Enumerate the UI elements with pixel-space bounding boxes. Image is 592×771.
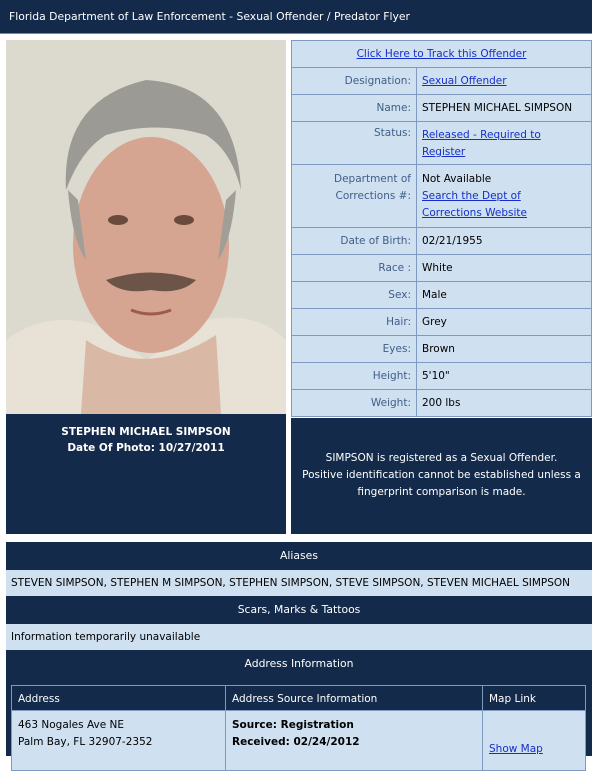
address-cell — [12, 711, 226, 770]
identification-notice — [291, 418, 592, 534]
eyes-label: Eyes: — [291, 336, 417, 362]
address-table-header — [11, 685, 586, 711]
address-heading: Address Information — [244, 657, 354, 670]
source-cell — [226, 711, 483, 770]
aliases-heading: Aliases — [280, 549, 318, 562]
designation-link[interactable]: Sexual Offender — [422, 75, 507, 87]
page-title: Florida Department of Law Enforcement - Sexual Offender / Predator Flyer — [9, 10, 410, 23]
address-source: Source: Registration — [232, 719, 354, 731]
col-map: Map Link — [489, 693, 536, 705]
race-row — [291, 255, 592, 282]
offender-info-table — [291, 40, 592, 417]
weight-row — [291, 390, 592, 417]
aliases-text: STEVEN SIMPSON, STEPHEN M SIMPSON, STEPHEN SIMPSON, STEVE SIMPSON, STEVEN MICHAEL SIMPSON — [6, 570, 592, 596]
height-value: 5'10" — [417, 363, 592, 389]
doc-search-link[interactable] — [422, 188, 586, 222]
photo-caption — [6, 414, 286, 534]
doc-label-line1: Department of — [334, 173, 411, 185]
doc-search-link-line2: Corrections Website — [422, 207, 527, 219]
status-row — [291, 122, 592, 165]
status-label: Status: — [291, 122, 417, 164]
doc-row — [291, 165, 592, 228]
name-value: STEPHEN MICHAEL SIMPSON — [417, 95, 592, 121]
notice-line2: Positive identification cannot be established unless a — [302, 469, 581, 481]
map-cell — [483, 711, 585, 770]
dob-value: 02/21/1955 — [417, 228, 592, 254]
hair-value: Grey — [417, 309, 592, 335]
dob-label: Date of Birth: — [291, 228, 417, 254]
weight-label: Weight: — [291, 390, 417, 416]
col-address: Address — [12, 686, 226, 710]
sex-row — [291, 282, 592, 309]
address-received: Received: 02/24/2012 — [232, 736, 360, 748]
track-row — [291, 40, 592, 68]
sex-label: Sex: — [291, 282, 417, 308]
caption-name: STEPHEN MICHAEL SIMPSON — [61, 426, 231, 438]
offender-photo — [6, 40, 286, 414]
doc-search-link-line1: Search the Dept of — [422, 190, 521, 202]
status-link[interactable] — [422, 129, 541, 158]
doc-value: Not Available — [422, 173, 492, 185]
track-offender-link[interactable]: Click Here to Track this Offender — [356, 48, 527, 60]
status-link-line1: Released - Required to — [422, 129, 541, 141]
show-map-link[interactable]: Show Map — [489, 743, 543, 755]
eyes-row — [291, 336, 592, 363]
eyes-value: Brown — [417, 336, 592, 362]
scars-text: Information temporarily unavailable — [6, 624, 592, 650]
hair-row — [291, 309, 592, 336]
address-line1: 463 Nogales Ave NE — [18, 719, 125, 731]
caption-photo-date: Date Of Photo: 10/27/2011 — [67, 442, 225, 454]
notice-line1: SIMPSON is registered as a Sexual Offender. — [325, 452, 558, 464]
race-label: Race : — [291, 255, 417, 281]
col-source: Address Source Information — [226, 686, 483, 710]
status-link-line2: Register — [422, 146, 466, 158]
page-header — [0, 0, 592, 34]
height-label: Height: — [291, 363, 417, 389]
scars-heading: Scars, Marks & Tattoos — [237, 603, 361, 616]
designation-row — [291, 68, 592, 95]
name-row — [291, 95, 592, 122]
doc-label-line2: Corrections #: — [335, 190, 411, 202]
details-section — [6, 542, 592, 756]
name-label: Name: — [291, 95, 417, 121]
address-row — [11, 711, 586, 771]
photo-panel — [6, 40, 286, 534]
offender-photo-image — [6, 40, 286, 414]
weight-value: 200 lbs — [417, 390, 592, 416]
notice-line3: fingerprint comparison is made. — [357, 486, 526, 498]
sex-value: Male — [417, 282, 592, 308]
height-row — [291, 363, 592, 390]
doc-label — [291, 165, 417, 227]
hair-label: Hair: — [291, 309, 417, 335]
address-line2: Palm Bay, FL 32907-2352 — [18, 736, 153, 748]
dob-row — [291, 228, 592, 255]
address-table — [11, 685, 586, 771]
designation-label: Designation: — [291, 68, 417, 94]
race-value: White — [417, 255, 592, 281]
